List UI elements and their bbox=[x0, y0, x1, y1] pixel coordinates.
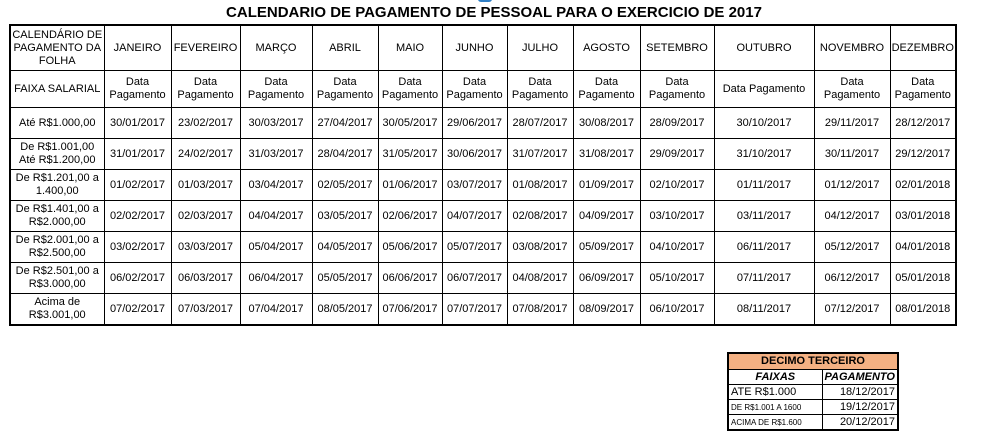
payment-date-cell: 07/03/2017 bbox=[171, 294, 240, 326]
month-header: MARÇO bbox=[240, 25, 312, 71]
data-pagamento-header: Data Pagamento bbox=[312, 71, 378, 108]
decimo-column-header-row bbox=[728, 370, 898, 385]
payment-date-cell: 04/09/2017 bbox=[573, 201, 640, 232]
payment-date-cell: 02/06/2017 bbox=[378, 201, 442, 232]
payment-date-cell: 30/06/2017 bbox=[442, 139, 507, 170]
payment-date-cell: 05/04/2017 bbox=[240, 232, 312, 263]
data-pagamento-header: Data Pagamento bbox=[442, 71, 507, 108]
data-pagamento-header: Data Pagamento bbox=[378, 71, 442, 108]
month-header: FEVEREIRO bbox=[171, 25, 240, 71]
payment-date-cell: 28/12/2017 bbox=[890, 108, 956, 139]
decimo-date-cell: 19/12/2017 bbox=[822, 400, 898, 415]
payment-date-cell: 31/03/2017 bbox=[240, 139, 312, 170]
table-row bbox=[10, 170, 956, 201]
month-header: OUTUBRO bbox=[714, 25, 814, 71]
payment-date-cell: 04/07/2017 bbox=[442, 201, 507, 232]
data-pagamento-header: Data Pagamento bbox=[171, 71, 240, 108]
payment-date-cell: 06/04/2017 bbox=[240, 263, 312, 294]
payment-date-cell: 06/10/2017 bbox=[640, 294, 714, 326]
decimo-date-cell: 20/12/2017 bbox=[822, 415, 898, 431]
month-header: NOVEMBRO bbox=[814, 25, 890, 71]
data-pagamento-header: Data Pagamento bbox=[240, 71, 312, 108]
payment-date-cell: 03/03/2017 bbox=[171, 232, 240, 263]
data-pagamento-header: Data Pagamento bbox=[890, 71, 956, 108]
page-title: CALENDARIO DE PAGAMENTO DE PESSOAL PARA O EXERCICIO DE 2017 bbox=[226, 4, 762, 21]
decimo-date-cell: 18/12/2017 bbox=[822, 385, 898, 400]
data-pagamento-header: Data Pagamento bbox=[507, 71, 573, 108]
payment-date-cell: 03/11/2017 bbox=[714, 201, 814, 232]
payment-date-cell: 03/04/2017 bbox=[240, 170, 312, 201]
payment-date-cell: 04/10/2017 bbox=[640, 232, 714, 263]
payment-date-cell: 31/08/2017 bbox=[573, 139, 640, 170]
payment-date-cell: 31/10/2017 bbox=[714, 139, 814, 170]
payment-date-cell: 01/11/2017 bbox=[714, 170, 814, 201]
payment-date-cell: 06/09/2017 bbox=[573, 263, 640, 294]
month-header: JULHO bbox=[507, 25, 573, 71]
payment-date-cell: 03/10/2017 bbox=[640, 201, 714, 232]
month-header: JUNHO bbox=[442, 25, 507, 71]
payment-date-cell: 07/02/2017 bbox=[104, 294, 171, 326]
payment-date-cell: 06/02/2017 bbox=[104, 263, 171, 294]
decimo-faixas-header: FAIXAS bbox=[728, 370, 822, 385]
payment-date-cell: 06/07/2017 bbox=[442, 263, 507, 294]
month-header: DEZEMBRO bbox=[890, 25, 956, 71]
payment-date-cell: 01/03/2017 bbox=[171, 170, 240, 201]
decimo-faixa-cell: ATE R$1.000 bbox=[728, 385, 822, 400]
table-row bbox=[10, 139, 956, 170]
payment-date-cell: 02/05/2017 bbox=[312, 170, 378, 201]
payment-date-cell: 04/04/2017 bbox=[240, 201, 312, 232]
payment-date-cell: 07/08/2017 bbox=[507, 294, 573, 326]
month-header: ABRIL bbox=[312, 25, 378, 71]
payment-date-cell: 28/07/2017 bbox=[507, 108, 573, 139]
decimo-pagamento-header: PAGAMENTO bbox=[822, 370, 898, 385]
payment-date-cell: 30/10/2017 bbox=[714, 108, 814, 139]
faixa-salarial-cell: De R$1.201,00 a 1.400,00 bbox=[10, 170, 104, 201]
decimo-row bbox=[728, 400, 898, 415]
data-pagamento-header: Data Pagamento bbox=[640, 71, 714, 108]
payment-date-cell: 06/03/2017 bbox=[171, 263, 240, 294]
faixa-salarial-cell: Acima de R$3.001,00 bbox=[10, 294, 104, 326]
payment-date-cell: 08/05/2017 bbox=[312, 294, 378, 326]
payment-date-cell: 03/02/2017 bbox=[104, 232, 171, 263]
header-logo-mark-icon bbox=[478, 0, 492, 2]
faixa-salarial-cell: De R$1.001,00 Até R$1.200,00 bbox=[10, 139, 104, 170]
faixa-salarial-cell: Até R$1.000,00 bbox=[10, 108, 104, 139]
decimo-row bbox=[728, 415, 898, 431]
data-pagamento-header: Data Pagamento bbox=[104, 71, 171, 108]
payment-date-cell: 04/05/2017 bbox=[312, 232, 378, 263]
decimo-title-row bbox=[728, 353, 898, 370]
payment-date-cell: 01/02/2017 bbox=[104, 170, 171, 201]
payment-date-cell: 01/08/2017 bbox=[507, 170, 573, 201]
corner-header: CALENDÁRIO DE PAGAMENTO DA FOLHA bbox=[10, 25, 104, 71]
payment-date-cell: 06/12/2017 bbox=[814, 263, 890, 294]
payment-date-cell: 29/06/2017 bbox=[442, 108, 507, 139]
payment-date-cell: 30/03/2017 bbox=[240, 108, 312, 139]
payment-date-cell: 28/09/2017 bbox=[640, 108, 714, 139]
month-header-row bbox=[10, 25, 956, 71]
payment-date-cell: 02/02/2017 bbox=[104, 201, 171, 232]
data-pagamento-header: Data Pagamento bbox=[714, 71, 814, 108]
faixa-salarial-cell: De R$2.001,00 a R$2.500,00 bbox=[10, 232, 104, 263]
payment-date-cell: 08/01/2018 bbox=[890, 294, 956, 326]
payment-date-cell: 06/11/2017 bbox=[714, 232, 814, 263]
decimo-title: DECIMO TERCEIRO bbox=[728, 353, 898, 370]
table-row bbox=[10, 294, 956, 326]
payment-date-cell: 07/04/2017 bbox=[240, 294, 312, 326]
payment-date-cell: 07/07/2017 bbox=[442, 294, 507, 326]
payment-date-cell: 28/04/2017 bbox=[312, 139, 378, 170]
payment-date-cell: 07/06/2017 bbox=[378, 294, 442, 326]
data-pagamento-header: Data Pagamento bbox=[573, 71, 640, 108]
payment-date-cell: 03/08/2017 bbox=[507, 232, 573, 263]
payment-date-cell: 05/10/2017 bbox=[640, 263, 714, 294]
decimo-row bbox=[728, 385, 898, 400]
payment-date-cell: 02/10/2017 bbox=[640, 170, 714, 201]
payment-date-cell: 31/01/2017 bbox=[104, 139, 171, 170]
payment-date-cell: 30/11/2017 bbox=[814, 139, 890, 170]
month-header: JANEIRO bbox=[104, 25, 171, 71]
month-header: SETEMBRO bbox=[640, 25, 714, 71]
payment-date-cell: 02/03/2017 bbox=[171, 201, 240, 232]
payment-date-cell: 29/12/2017 bbox=[890, 139, 956, 170]
payment-date-cell: 04/01/2018 bbox=[890, 232, 956, 263]
payment-date-cell: 07/12/2017 bbox=[814, 294, 890, 326]
payment-date-cell: 24/02/2017 bbox=[171, 139, 240, 170]
payment-date-cell: 29/09/2017 bbox=[640, 139, 714, 170]
payment-date-cell: 30/05/2017 bbox=[378, 108, 442, 139]
payment-date-cell: 01/12/2017 bbox=[814, 170, 890, 201]
payment-date-cell: 05/09/2017 bbox=[573, 232, 640, 263]
payment-date-cell: 07/11/2017 bbox=[714, 263, 814, 294]
decimo-terceiro-table bbox=[727, 352, 899, 431]
payment-date-cell: 05/01/2018 bbox=[890, 263, 956, 294]
payment-date-cell: 30/01/2017 bbox=[104, 108, 171, 139]
table-row bbox=[10, 201, 956, 232]
payment-date-cell: 08/11/2017 bbox=[714, 294, 814, 326]
payment-date-cell: 08/09/2017 bbox=[573, 294, 640, 326]
payment-date-cell: 23/02/2017 bbox=[171, 108, 240, 139]
payment-date-cell: 02/08/2017 bbox=[507, 201, 573, 232]
table-row bbox=[10, 232, 956, 263]
payment-date-cell: 05/12/2017 bbox=[814, 232, 890, 263]
payment-date-cell: 05/06/2017 bbox=[378, 232, 442, 263]
decimo-faixa-cell: DE R$1.001 A 1600 bbox=[728, 400, 822, 415]
faixa-salarial-cell: De R$2.501,00 a R$3.000,00 bbox=[10, 263, 104, 294]
payment-date-cell: 30/08/2017 bbox=[573, 108, 640, 139]
payment-date-cell: 04/08/2017 bbox=[507, 263, 573, 294]
payment-date-cell: 03/07/2017 bbox=[442, 170, 507, 201]
payment-date-cell: 29/11/2017 bbox=[814, 108, 890, 139]
payment-date-cell: 03/01/2018 bbox=[890, 201, 956, 232]
table-row bbox=[10, 263, 956, 294]
payment-date-cell: 01/06/2017 bbox=[378, 170, 442, 201]
payment-date-cell: 05/05/2017 bbox=[312, 263, 378, 294]
month-header: MAIO bbox=[378, 25, 442, 71]
payment-date-cell: 31/05/2017 bbox=[378, 139, 442, 170]
payment-date-cell: 27/04/2017 bbox=[312, 108, 378, 139]
payment-date-cell: 03/05/2017 bbox=[312, 201, 378, 232]
payment-calendar-table bbox=[9, 24, 957, 326]
payment-date-cell: 06/06/2017 bbox=[378, 263, 442, 294]
payment-date-cell: 04/12/2017 bbox=[814, 201, 890, 232]
faixa-salarial-header: FAIXA SALARIAL bbox=[10, 71, 104, 108]
table-row bbox=[10, 108, 956, 139]
payment-date-cell: 05/07/2017 bbox=[442, 232, 507, 263]
data-pagamento-header: Data Pagamento bbox=[814, 71, 890, 108]
subheader-row bbox=[10, 71, 956, 108]
faixa-salarial-cell: De R$1.401,00 a R$2.000,00 bbox=[10, 201, 104, 232]
payment-date-cell: 31/07/2017 bbox=[507, 139, 573, 170]
payment-date-cell: 02/01/2018 bbox=[890, 170, 956, 201]
month-header: AGOSTO bbox=[573, 25, 640, 71]
decimo-faixa-cell: ACIMA DE R$1.600 bbox=[728, 415, 822, 431]
payment-date-cell: 01/09/2017 bbox=[573, 170, 640, 201]
